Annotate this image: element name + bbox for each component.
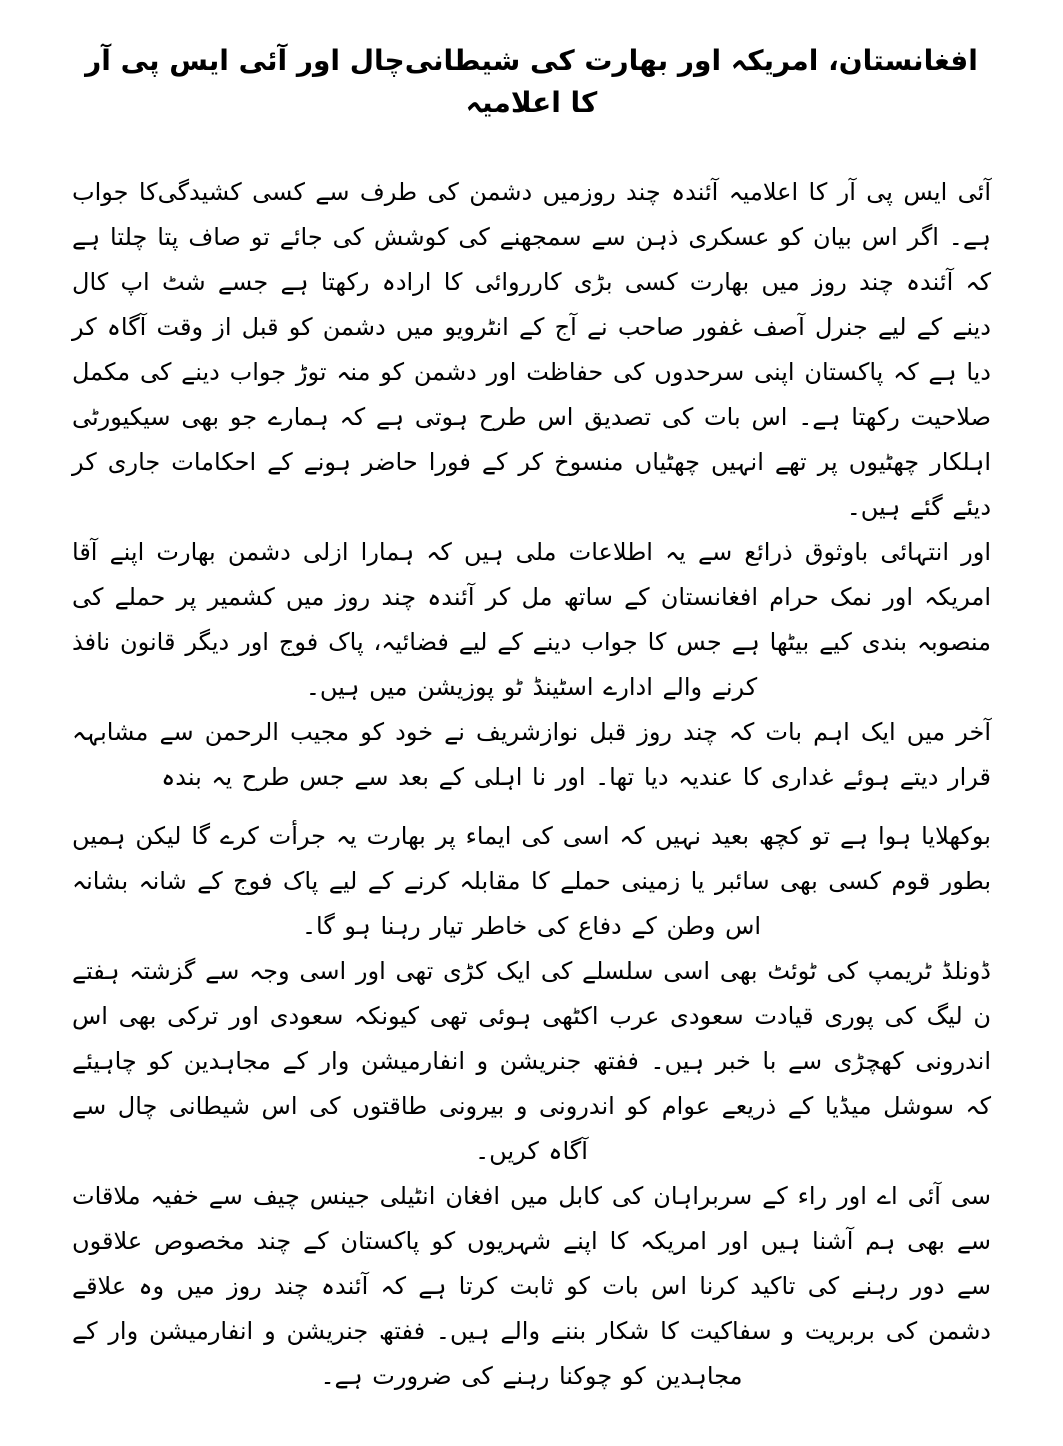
document-title: افغانستان، امریکہ اور بھارت کی شیطانی‌چال اور آئی ایس پی آر کا اعلامیہ <box>85 44 978 119</box>
paragraph-trump-tweet: ڈونلڈ ٹریمپ کی ٹوئٹ بھی اسی سلسلے کی ایک کڑی تھی اور اسی وجہ سے گزشتہ ہفتے ن لیگ کی پوری قیادت سعودی عرب اکٹھی ہوئی تھی کیونکہ سعودی اور ترکی بھی اس اندرونی کھچڑی سے با خبر ہیں۔ ففتھ جنریشن و انفارمیشن وار کے مجاہدین کو چاہیئے کہ سوشل میڈیا کے ذریعے عوام کو اندرونی و بیرونی طاقتوں کی اس شیطانی چال سے آگاہ کریں۔ <box>72 957 991 1165</box>
paragraph-ispr-statement: آئی ایس پی آر کا اعلامیہ آئندہ چند روزمیں دشمن کی طرف سے کسی کشیدگی‌کا جواب ہے۔ اگر اس بیان کو عسکری ذہن سے سمجھنے کی کوشش کی جائے تو صاف پتا چلتا ہے کہ آئندہ چند روز میں بھارت کسی بڑی کارروائی کا ارادہ رکھتا ہے جسے شٹ اپ کال دینے کے لیے جنرل آصف غفور صاحب نے آج کے انٹرویو میں دشمن کو قبل از وقت آگاہ کر دیا ہے کہ پاکستان اپنی سرحدوں کی حفاظت اور دشمن کو منہ توڑ جواب دینے کی مکمل صلاحیت رکھتا ہے۔ اس بات کی تصدیق اس طرح ہوتی ہے کہ ہمارے جو بھی سیکیورٹی اہلکار چھٹیوں پر تھے انہیں چھٹیاں منسوخ کر کے فورا حاضر ہونے کے احکامات جاری کر دیئے گئے ہیں۔ <box>72 178 991 521</box>
paragraph-intelligence-sources: اور انتہائی باوثوق ذرائع سے یہ اطلاعات ملی ہیں کہ ہمارا ازلی دشمن بھارت اپنے آقا امریکہ اور نمک حرام افغانستان کے ساتھ مل کر آئندہ چند روز میں کشمیر پر حملے کی منصوبہ بندی کیے بیٹھا ہے جس کا جواب دینے کے لیے فضائیہ، پاک فوج اور دیگر قانون نافذ کرنے والے ادارے اسٹینڈ ٹو پوزیشن میں ہیں۔ <box>72 538 991 701</box>
paragraph-final-point-part1: آخر میں ایک اہم بات کہ چند روز قبل نوازشریف نے خود کو مجیب الرحمن سے مشابہہ قرار دیتے ہوئے غداری کا عندیہ دیا تھا۔ اور نا اہلی کے بعد سے جس طرح یہ بندہ <box>72 718 991 791</box>
paragraph-cia-raw-meeting: سی آئی اے اور راء کے سربراہان کی کابل میں افغان انٹیلی جینس چیف سے خفیہ ملاقات سے بھی ہم آشنا ہیں اور امریکہ کا اپنے شہریوں کو پاکستان کے چند مخصوص علاقوں سے دور رہنے کی تاکید کرنا اس بات کو ثابت کرتا ہے کہ آئندہ چند روز میں وہ علاقے دشمن کی بربریت و سفاکیت کا شکار بننے والے ہیں۔ ففتھ جنریشن و انفارمیشن وار کے مجاہدین کو چوکنا رہنے کی ضرورت ہے۔ <box>72 1182 991 1390</box>
paragraph-final-point-part2: بوکھلایا ہوا ہے تو کچھ بعید نہیں کہ اسی کی ایماء پر بھارت یہ جرأت کرے گا لیکن ہمیں بطور قوم کسی بھی سائبر یا زمینی حملے کا مقابلہ کرنے کے لیے پاک فوج کے شانہ بشانہ اس وطن کے دفاع کی خاطر تیار رہنا ہو گا۔ <box>72 822 991 940</box>
